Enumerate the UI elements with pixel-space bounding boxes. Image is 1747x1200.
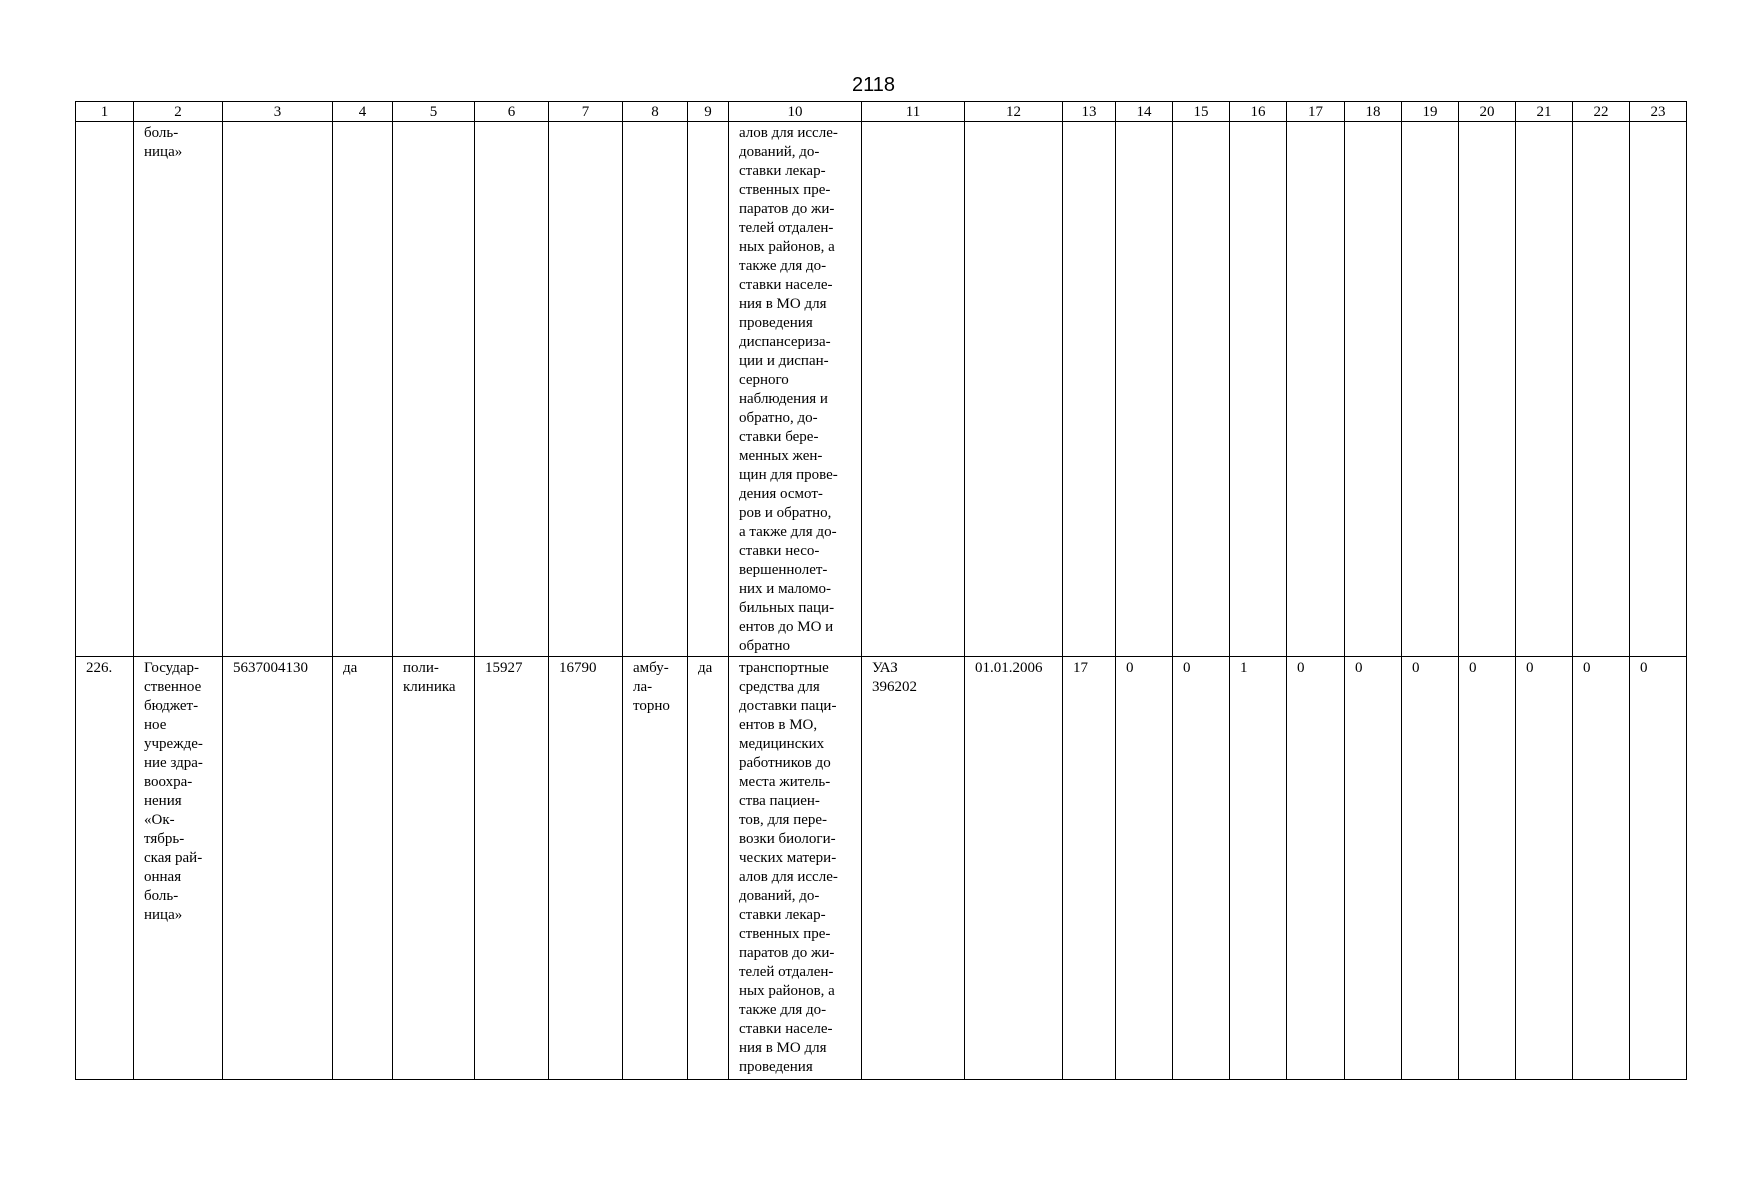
table-cell xyxy=(1287,657,1345,1080)
purpose-text: транспортные средства для доставки паци- ентов в МО, медицинских работников до места житель- ства пациен- тов, для пере- возки биологи- ческих матери- алов для иссле- дований, до- ставки лекар- ственных пре- паратов до жи- телей отдален- ных районов, а также для до- ставки населе- ния в МО для проведения xyxy=(739,660,838,1075)
table-cell xyxy=(134,657,223,1080)
organization-name: Государ- ственное бюджет- ное учрежде- ние здра- воохра- нения «Ок- тябрь- ская рай- онная боль- ница» xyxy=(144,660,203,923)
table-row xyxy=(76,657,1687,1080)
table-cell xyxy=(223,657,333,1080)
cell-text: да xyxy=(343,660,358,676)
table-row xyxy=(76,122,1687,657)
header-row xyxy=(76,102,1687,122)
cell-text: да xyxy=(698,660,713,676)
table-cell xyxy=(1345,657,1402,1080)
table-cell xyxy=(134,122,223,657)
data-table xyxy=(75,101,1687,1080)
table-cell xyxy=(1573,657,1630,1080)
cell-text: 0 xyxy=(1640,660,1648,676)
cell-text: поли- клиника xyxy=(403,660,456,695)
table-cell xyxy=(862,122,965,657)
column-header: 15 xyxy=(1173,102,1230,122)
column-header: 5 xyxy=(393,102,475,122)
cell-text: 0 xyxy=(1526,660,1534,676)
cell-text: 1 xyxy=(1240,660,1248,676)
column-header: 4 xyxy=(333,102,393,122)
table-cell xyxy=(393,657,475,1080)
cell-text: 0 xyxy=(1469,660,1477,676)
column-header: 13 xyxy=(1063,102,1116,122)
table-cell xyxy=(729,122,862,657)
column-header: 6 xyxy=(475,102,549,122)
cell-text: 0 xyxy=(1583,660,1591,676)
vehicle-model: УАЗ 396202 xyxy=(872,660,917,695)
column-header: 22 xyxy=(1573,102,1630,122)
cell-text: 0 xyxy=(1412,660,1420,676)
table-cell xyxy=(223,122,333,657)
table-cell xyxy=(965,122,1063,657)
cell-text: 0 xyxy=(1355,660,1363,676)
column-header: 2 xyxy=(134,102,223,122)
column-header: 14 xyxy=(1116,102,1173,122)
cell-text: 15927 xyxy=(485,660,523,676)
table-cell xyxy=(623,657,688,1080)
column-header: 7 xyxy=(549,102,623,122)
cell-text: алов для иссле- дований, до- ставки лекар- ственных пре- паратов до жи- телей отдален- ных районов, а также для до- ставки населе- ния в МО для проведения диспансериза- ции и диспан- серного наблюдения и обратно, до- ставки бере- менных жен- щин для прове- дения осмот- ров и обратно, а также для до- ставки несо- вершеннолет- них и маломо- бильных паци- ентов до МО и обратно xyxy=(739,125,838,654)
table-cell xyxy=(729,657,862,1080)
date-value: 01.01.2006 xyxy=(975,660,1043,676)
cell-text: боль- ница» xyxy=(144,125,183,160)
column-header: 18 xyxy=(1345,102,1402,122)
column-header: 19 xyxy=(1402,102,1459,122)
column-header: 20 xyxy=(1459,102,1516,122)
table-cell xyxy=(76,122,134,657)
table-cell xyxy=(1516,657,1573,1080)
row-number: 226. xyxy=(86,660,113,676)
table-cell xyxy=(1459,122,1516,657)
table-cell xyxy=(1063,657,1116,1080)
table-cell xyxy=(1402,657,1459,1080)
column-header: 23 xyxy=(1630,102,1687,122)
cell-text: 0 xyxy=(1297,660,1305,676)
table-cell xyxy=(1573,122,1630,657)
table-cell xyxy=(623,122,688,657)
cell-text: 0 xyxy=(1183,660,1191,676)
inn-value: 5637004130 xyxy=(233,660,308,676)
table-cell xyxy=(1230,122,1287,657)
table-cell xyxy=(1287,122,1345,657)
column-header: 1 xyxy=(76,102,134,122)
table-cell xyxy=(1516,122,1573,657)
table-cell xyxy=(688,122,729,657)
column-header: 3 xyxy=(223,102,333,122)
table-cell xyxy=(1630,122,1687,657)
table-cell xyxy=(1345,122,1402,657)
table-cell xyxy=(1459,657,1516,1080)
table-cell xyxy=(549,122,623,657)
cell-text: 17 xyxy=(1073,660,1088,676)
table-cell xyxy=(549,657,623,1080)
column-header: 11 xyxy=(862,102,965,122)
table-cell xyxy=(1173,122,1230,657)
cell-text: 16790 xyxy=(559,660,597,676)
table-cell xyxy=(1063,122,1116,657)
column-header: 17 xyxy=(1287,102,1345,122)
column-header: 16 xyxy=(1230,102,1287,122)
table-cell xyxy=(1230,657,1287,1080)
table-cell xyxy=(1173,657,1230,1080)
table-cell xyxy=(76,657,134,1080)
table-cell xyxy=(475,122,549,657)
table-cell xyxy=(1116,657,1173,1080)
column-header: 10 xyxy=(729,102,862,122)
table-cell xyxy=(333,122,393,657)
page-number: 2118 xyxy=(851,74,895,96)
table-cell xyxy=(1116,122,1173,657)
cell-text: амбу- ла- торно xyxy=(633,660,670,714)
column-header: 9 xyxy=(688,102,729,122)
table-cell xyxy=(333,657,393,1080)
table-cell xyxy=(475,657,549,1080)
table-cell xyxy=(393,122,475,657)
table-cell xyxy=(1402,122,1459,657)
table-cell xyxy=(688,657,729,1080)
table-cell xyxy=(862,657,965,1080)
column-header: 12 xyxy=(965,102,1063,122)
column-header: 8 xyxy=(623,102,688,122)
cell-text: 0 xyxy=(1126,660,1134,676)
table-cell xyxy=(1630,657,1687,1080)
column-header: 21 xyxy=(1516,102,1573,122)
table-cell xyxy=(965,657,1063,1080)
